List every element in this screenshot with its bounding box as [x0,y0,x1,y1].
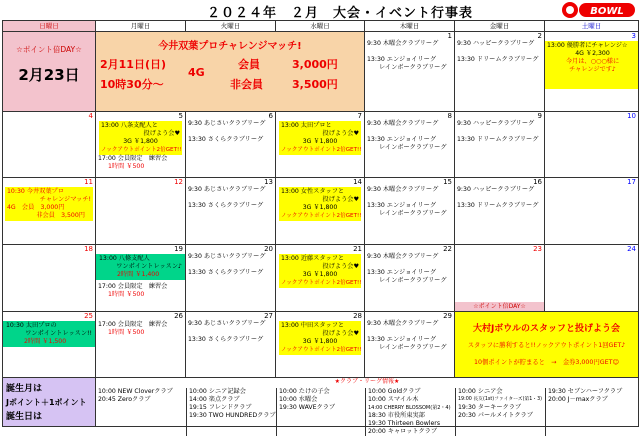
day-number: 3 [631,32,636,40]
schedule-text: 20:00 J－maxクラブ [548,396,608,403]
schedule-text: 9:30 木曜会クラブリーグ [367,320,439,327]
schedule-text: チャレンジです♪ [569,66,616,73]
event-member-price: 3,000円 [292,58,338,71]
schedule-text: 9:30 木曜会クラブリーグ [367,120,439,127]
schedule-text: 誕生月は [6,384,43,394]
cell-point-day [3,32,96,112]
cell-day-4 [3,112,96,178]
schedule-text: 19:30 TWO HUNDREDクラブ [189,412,276,419]
schedule-text: 13:30 ドリームクラブリーグ [457,136,539,143]
cell-birthday [3,378,96,427]
clubs-sat [545,388,639,436]
schedule-text: 誕生日は [6,412,43,422]
schedule-text: 19:00 長友(1st)ファイターズ(第1・3) [458,397,543,402]
schedule-text: 14:00 楽点クラブ [189,396,240,403]
schedule-text: 1時間 ￥500 [108,163,145,170]
cell-day-18 [3,245,96,312]
svg-text:BOWL: BOWL [590,6,624,17]
schedule-text: 9:30 あじさいクラブリーグ [188,320,266,327]
cell-day-12 [96,178,186,245]
schedule-text: 9:30 ハッピークラブリーグ [457,120,535,127]
schedule-text [96,254,185,280]
schedule-text [279,187,361,221]
schedule-text: 9:30 木曜会クラブリーグ [367,253,439,260]
schedule-text: 18:30 市役所東実部 [368,412,425,419]
schedule-text: 10:00 スマイル木 [368,396,419,403]
cell-day-16 [455,178,545,245]
cell-day-10 [545,112,639,178]
schedule-text: 投げよう会♥ [322,196,359,203]
cell-day-3 [545,32,639,112]
schedule-text: 17:00 会員限定 練習会 [98,321,168,328]
schedule-text: レインボークラブリーグ [379,64,447,71]
schedule-text: 20:45 Zeroクラブ [98,396,151,403]
clubs-fri [455,388,545,436]
schedule-text: 9:30 あじさいクラブリーグ [188,186,266,193]
calendar-table [2,20,639,435]
schedule-text: 20:30 パールメイトクラブ [458,412,533,419]
day-number: 28 [353,312,362,320]
schedule-text: 13:00 近藤スタッフと [281,255,345,262]
schedule-text: 9:30 ハッピークラブリーグ [457,40,535,47]
schedule-text: 20:00 キャロットクラブ [368,428,438,435]
cell-staff-promo [455,312,639,378]
schedule-text: 13:00 女性スタッフと [281,188,345,195]
schedule-text: 3G ￥1,800 [302,338,338,345]
schedule-text [279,121,361,155]
schedule-text: レインボークラブリーグ [379,144,447,151]
page-title: ２０２４年 ２月 大会・イベント行事表 [206,6,473,21]
cell-day-8 [365,112,455,178]
weekday-mon: 月曜日 [96,21,186,32]
cell-day-25 [3,312,96,378]
promo-line-2: 10個ポイントが貯まると → 金券3,000円GET☺ [473,359,620,366]
cell-day-27 [186,312,276,378]
cell-day-2 [455,32,545,112]
day-number: 23 [533,245,542,253]
day-number: 21 [353,245,362,253]
schedule-text: 19:30 Thirteen Bowlers [368,420,441,427]
schedule-text: 10:00 シニア会 [458,388,503,395]
schedule-text: 14:00 CHERRY BLOSSOM(第2・4) [368,405,451,411]
schedule-text: 3G ￥1,800 [123,138,158,145]
schedule-text: 13:30 エンジョイリーグ [367,56,437,63]
cell-day-14 [276,178,365,245]
day-number: 15 [443,178,452,186]
schedule-text: 10:30 今井双葉プロ [7,188,64,195]
day-number: 25 [84,312,93,320]
schedule-text: 9:30 木曜会クラブリーグ [367,40,439,47]
schedule-text: 投げよう会♥ [322,263,359,270]
schedule-text: 2時間 ￥1,400 [117,271,160,278]
cell-day-9 [455,112,545,178]
schedule-text: 13:30 エンジョイリーグ [367,269,437,276]
schedule-text: 10:30 太田プロの [6,322,57,329]
schedule-text [279,254,361,288]
clubs-thu [365,388,455,436]
schedule-text: レインボークラブリーグ [379,344,447,351]
day-number: 11 [84,178,93,186]
event-nonmember: 非会員 [230,78,263,91]
clubs-wed [276,388,365,436]
schedule-text: 10:00 NEW Cloverクラブ [98,388,173,395]
weekday-sat: 土曜日 [545,21,639,32]
day-number: 17 [627,178,636,186]
schedule-text: 10:00 たけの子会 [279,388,330,395]
schedule-text: 10:00 水曜会 [279,396,318,403]
club-info-header: ★クラブ・リーグ情報★ [334,378,400,385]
schedule-text: 13:00 中田スタッフと [281,322,345,329]
day-number: 9 [537,112,542,120]
event-game: 4G [188,66,205,79]
cell-day-28 [276,312,365,378]
day-number: 24 [627,245,636,253]
cell-day-6 [186,112,276,178]
day-number: 8 [447,112,452,120]
cell-day-22 [365,245,455,312]
schedule-text: 13:00 八條支配人 [99,255,150,262]
cell-day-1 [365,32,455,112]
cell-day-23 [455,245,545,312]
cell-day-7 [276,112,365,178]
day-number: 2 [537,32,542,40]
schedule-text: Jポイント＋1ポイント [6,398,87,407]
day-number: 1 [447,32,452,40]
day-number: 26 [174,312,183,320]
schedule-text: 投げよう会♥ [322,130,359,137]
day-number: 14 [353,178,362,186]
cell-day-21 [276,245,365,312]
cell-day-19 [96,245,186,312]
event-time: 10時30分～ [100,78,164,91]
schedule-text: 13:30 さくらクラブリーグ [188,269,264,276]
schedule-text: 1時間 ￥500 [108,329,145,336]
clubs-mon [96,388,186,404]
promo-title: 大村Jボウルのスタッフと投げよう会 [472,324,621,334]
cell-day-29 [365,312,455,378]
schedule-text: 3G ￥1,800 [302,204,338,211]
weekday-tue: 火曜日 [186,21,276,32]
schedule-text: レインボークラブリーグ [379,277,447,284]
weekday-thu: 木曜日 [365,21,455,32]
schedule-text: 19:30 セブンハーフクラブ [548,388,623,395]
day-number: 27 [264,312,273,320]
schedule-text: レインボークラブリーグ [379,210,447,217]
schedule-text: 今月は、○○○様に [565,58,620,65]
schedule-text: 10:00 シニア記録会 [189,388,246,395]
cell-day-26 [96,312,186,378]
schedule-text: 9:30 木曜会クラブリーグ [367,186,439,193]
event-nonmember-price: 3,500円 [292,78,338,91]
day-number: 10 [627,112,636,120]
schedule-text: 13:30 ドリームクラブリーグ [457,202,539,209]
schedule-text: ワンポイントレッスン!! [25,330,92,337]
schedule-text: 13:30 エンジョイリーグ [367,136,437,143]
day-number: 16 [533,178,542,186]
schedule-text: ノックアウトポイント2倍GET!! [281,213,362,219]
schedule-text [99,121,182,155]
schedule-text: 19:30 WAVEクラブ [279,404,336,411]
cell-day-24 [545,245,639,312]
event-date: 2月11日(日) [100,58,167,71]
schedule-text: 13:00 八条支配人と [101,122,158,129]
schedule-text: 19:15 フレンドクラブ [189,404,252,411]
schedule-text: 13:30 ドリームクラブリーグ [457,56,539,63]
schedule-text: 13:30 エンジョイリーグ [367,336,437,343]
schedule-text: 13:30 エンジョイリーグ [367,202,437,209]
day-number: 20 [264,245,273,253]
cell-day-13 [186,178,276,245]
bowl-logo [562,0,637,20]
day-number: 7 [357,112,362,120]
schedule-text: ノックアウトポイント2倍GET!! [281,280,362,286]
schedule-text: 17:00 会員限定 練習会 [98,155,168,162]
schedule-text: ワンポイントレッスン♪ [116,263,182,270]
day-number: 12 [174,178,183,186]
weekday-sun: 日曜日 [3,21,96,32]
cell-day-20 [186,245,276,312]
schedule-text: 10:00 Goldクラブ [368,388,421,395]
schedule-text [3,321,95,347]
day-number: 19 [174,245,183,253]
schedule-text: 17:00 会員限定 練習会 [98,283,168,290]
day-number: 6 [268,112,273,120]
day-number: 22 [443,245,452,253]
cell-club-info [96,378,639,435]
clubs-tue [186,388,276,436]
day-number: 29 [443,312,452,320]
cell-day-5 [96,112,186,178]
weekday-fri: 金曜日 [455,21,545,32]
cell-day-17 [545,178,639,245]
promo-line-1: スタッフに勝利すると!!ノックアウトポイント1回GET♪ [467,342,626,349]
cell-day-15 [365,178,455,245]
schedule-text: 3G ￥1,800 [302,271,338,278]
schedule-text: 4G 会員 3,000円 [7,204,65,211]
schedule-text: ノックアウトポイント2倍GET!! [281,147,362,153]
event-member: 会員 [238,58,260,71]
schedule-text: 13:00 優勝者にチャレンジ☆ [547,42,628,49]
schedule-text: 13:30 さくらクラブリーグ [188,336,264,343]
day-number: 18 [84,245,93,253]
day-number: 5 [178,112,183,120]
point-day-label: ☆ポイント倍DAY☆ [16,45,82,54]
cell-event-banner [96,32,365,112]
schedule-text: 4G ￥2,300 [575,50,610,57]
schedule-text: 非会員 3,500円 [36,212,85,219]
schedule-text: 2時間 ￥1,500 [24,338,67,345]
schedule-text: 3G ￥1,800 [302,138,338,145]
schedule-text: 9:30 あじさいクラブリーグ [188,253,266,260]
day-number: 4 [88,112,93,120]
schedule-text: 13:30 さくらクラブリーグ [188,136,264,143]
schedule-text: 9:30 あじさいクラブリーグ [188,120,266,127]
schedule-text: ノックアウトポイント2倍GET!! [101,147,182,153]
schedule-text: 19:30 ターキークラブ [458,404,522,411]
schedule-text: 投げよう会♥ [143,130,180,137]
schedule-text: 13:30 さくらクラブリーグ [188,202,264,209]
cell-day-11 [3,178,96,245]
event-title: 今井双葉プロチャレンジマッチ! [158,41,302,52]
point-day-note: ☆ポイント倍DAY☆ [455,302,544,311]
schedule-text: 1時間 ￥500 [108,291,145,298]
schedule-text: 投げよう会♥ [322,330,359,337]
point-day-date: 2月23日 [18,66,80,84]
schedule-text: ノックアウトポイント2倍GET!! [281,347,362,353]
schedule-text: 13:00 太田プロと [281,122,332,129]
weekday-wed: 水曜日 [276,21,365,32]
schedule-text: 9:30 ハッピークラブリーグ [457,186,535,193]
schedule-text [279,321,361,355]
schedule-text: チャレンジマッチ! [39,196,91,203]
day-number: 13 [264,178,273,186]
